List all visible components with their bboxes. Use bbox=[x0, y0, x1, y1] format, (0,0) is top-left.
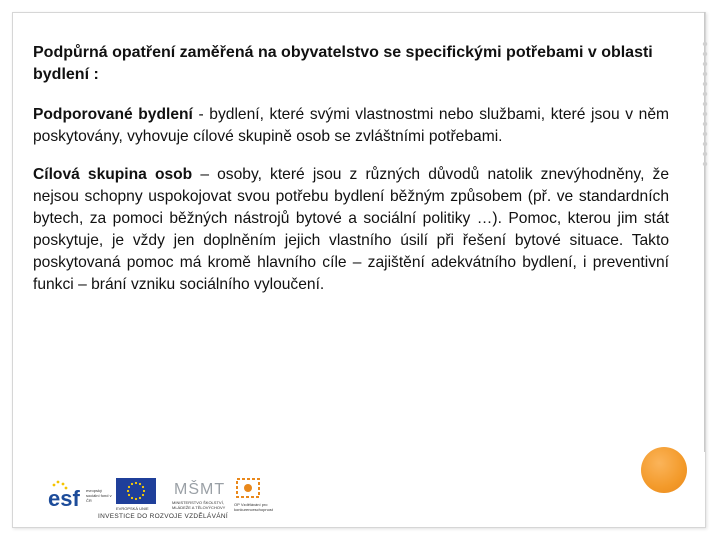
paragraph-target-group bbox=[33, 164, 669, 296]
definition-supported-housing: - bydlení, které svými vlastnostmi nebo službami, které jsou v něm poskytovány, vyhovuje cílové skupině osob se zvláštními potřebami. bbox=[33, 106, 669, 145]
esf-subtitle: evropský sociální fond v ČR bbox=[86, 488, 112, 503]
eu-logo bbox=[116, 478, 156, 512]
orange-circle-decoration bbox=[641, 447, 687, 493]
esf-logo-text: esf bbox=[48, 486, 80, 511]
decorative-dots bbox=[698, 40, 712, 170]
esf-logo bbox=[48, 478, 112, 510]
op-vk-subtitle: OP Vzdělávání pro konkurenceschopnost bbox=[234, 502, 273, 512]
term-target-group: Cílová skupina osob bbox=[33, 166, 193, 183]
op-vk-logo-mark-icon bbox=[234, 476, 264, 500]
footer-caption: INVESTICE DO ROZVOJE VZDĚLÁVÁNÍ bbox=[98, 513, 228, 520]
paragraph-supported-housing bbox=[33, 104, 669, 148]
definition-target-group: – osoby, které jsou z různých důvodů natolik znevýhodněny, že nejsou schopny uspokojovat svou potřebu bydlení běžným způsobem (př. ve standardních bytech, za pomoci běžných nástrojů bytové a sociální politiky …). Pomoc, kterou jim stát poskytuje, je vždy jen doplněním jejich vlastního úsilí při řešení bytové situace. Takto poskytovaná pomoc má kromě hlavního cíle – zajištění adekvátního bydlení, i preventivní funkci – brání vzniku sociálního vyloučení. bbox=[33, 166, 669, 293]
msmt-subtitle: MINISTERSTVO ŠKOLSTVÍ, MLÁDEŽE A TĚLOVÝCHOVY bbox=[172, 500, 226, 510]
slide-content bbox=[33, 42, 669, 312]
eu-flag-icon bbox=[116, 478, 156, 504]
eu-label: EVROPSKÁ UNIE bbox=[116, 506, 149, 511]
msmt-logo-mark-icon bbox=[172, 474, 226, 498]
op-vk-logo bbox=[234, 476, 278, 512]
slide-title: Podpůrná opatření zaměřená na obyvatelstvo se specifickými potřebami v oblasti bydlení : bbox=[33, 44, 653, 83]
term-supported-housing: Podporované bydlení bbox=[33, 106, 193, 123]
msmt-logo bbox=[172, 474, 228, 512]
msmt-logo-text: MŠMT bbox=[174, 481, 226, 498]
